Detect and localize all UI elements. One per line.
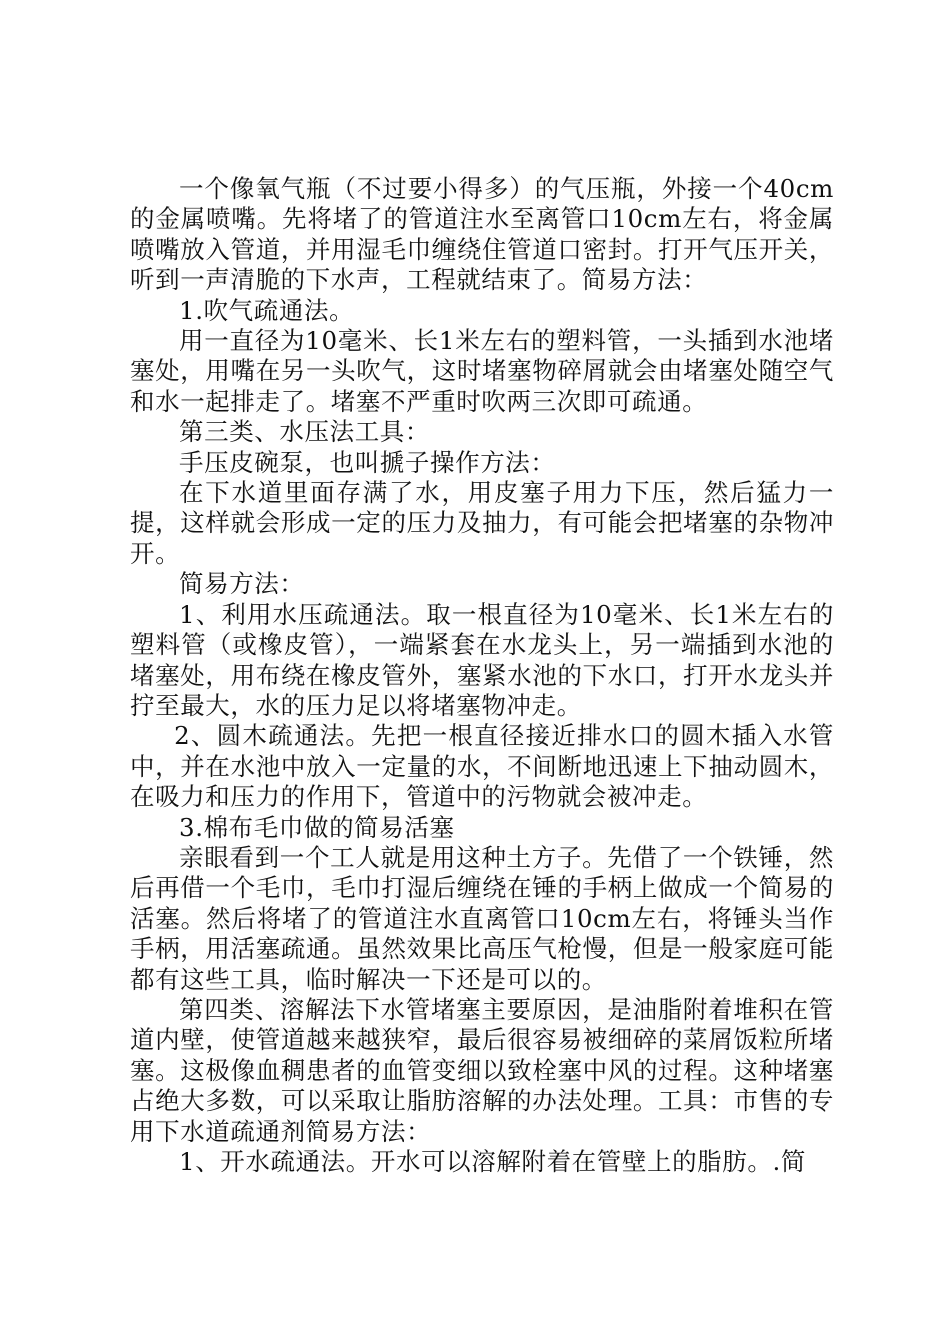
paragraph-towel-piston: 亲眼看到一个工人就是用这种土方子。先借了一个铁锤，然后再借一个毛巾，毛巾打湿后缠绕在锤的手柄上做成一个简易的活塞。然后将堵了的管道注水直离管口10cm左右，将锤头当作手柄，用活塞疏通。虽然效果比高压气枪慢，但是一般家庭可能都有这些工具，临时解决一下还是可以的。 (130, 842, 834, 994)
heading-simple-method: 简易方法： (179, 569, 305, 599)
heading-towel-piston: 3.棉布毛巾做的简易活塞 (179, 812, 455, 842)
paragraph-wooden-rod-method: 2、圆木疏通法。先把一根直径接近排水口的圆木插入水管中，并在水池中放入一定量的水，不间断地迅速上下抽动圆木，在吸力和压力的作用下，管道中的污物就会被冲走。 (130, 721, 834, 812)
paragraph-plunger-operation: 在下水道里面存满了水，用皮塞子用力下压，然后猛力一提，这样就会形成一定的压力及抽力，有可能会把堵塞的杂物冲开。 (130, 478, 834, 568)
paragraph-dissolve-method: 第四类、溶解法下水管堵塞主要原因，是油脂附着堆积在管道内壁，使管道越来越狭窄，最后很容易被细碎的菜屑饭粒所堵塞。这极像血稠患者的血管变细以致栓塞中风的过程。这种堵塞占绝大多数，可以采取让脂肪溶解的办法处理。工具：市售的专用下水道疏通剂简易方法： (130, 994, 834, 1146)
heading-blow-method: 1.吹气疏通法。 (179, 295, 355, 325)
paragraph-boiling-water: 1、开水疏通法。开水可以溶解附着在管壁上的脂肪。.简 (179, 1147, 806, 1176)
paragraph-pressure-bottle: 一个像氧气瓶（不过要小得多）的气压瓶，外接一个40cm的金属喷嘴。先将堵了的管道注水至离管口10cm左右，将金属喷嘴放入管道，并用湿毛巾缠绕住管道口密封。打开气压开关，听到一声清脆的下水声，工程就结束了。简易方法： (130, 174, 834, 295)
paragraph-water-pressure-method: 1、利用水压疏通法。取一根直径为10毫米、长1米左右的塑料管（或橡皮管），一端紧套在水龙头上，另一端插到水池的堵塞处，用布绕在橡皮管外，塞紧水池的下水口，打开水龙头并拧至最大，水的压力足以将堵塞物冲走。 (130, 599, 834, 720)
heading-water-pressure-tools: 第三类、水压法工具： (179, 417, 430, 447)
document-body (130, 174, 834, 1177)
paragraph-blow-method: 用一直径为10毫米、长1米左右的塑料管，一头插到水池堵塞处，用嘴在另一头吹气，这时堵塞物碎屑就会由堵塞处随空气和水一起排走了。堵塞不严重时吹两三次即可疏通。 (130, 326, 834, 416)
paragraph-plunger: 手压皮碗泵，也叫搋子操作方法： (179, 447, 556, 477)
